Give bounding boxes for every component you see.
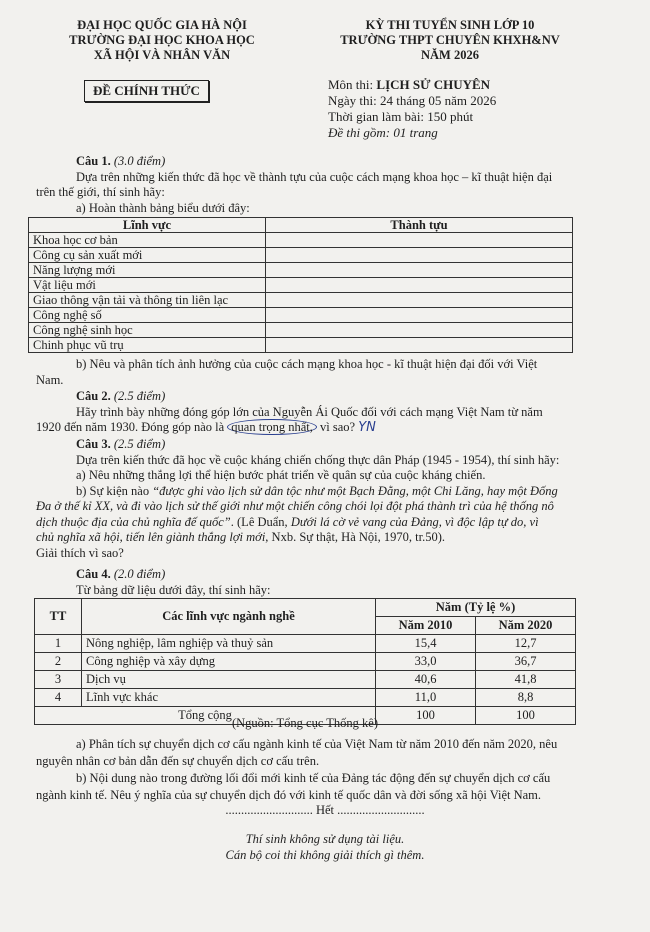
col-2020: Năm 2020 (476, 617, 576, 635)
field-cell: Năng lượng mới (29, 263, 266, 278)
footer-note-1: Thí sinh không sử dụng tài liệu. (245, 832, 405, 846)
achievement-cell (266, 233, 573, 248)
achievement-cell (266, 308, 573, 323)
university-line-1: ĐẠI HỌC QUỐC GIA HÀ NỘI (77, 18, 247, 32)
table-row (29, 293, 573, 308)
total-2010-cell: 100 (376, 707, 476, 725)
q2-line-2a: 1920 đến năm 1930. Đóng góp nào là (36, 420, 228, 434)
table-row (29, 308, 573, 323)
sector-cell: Lĩnh vực khác (82, 689, 376, 707)
achievement-cell (266, 338, 573, 353)
q1-points: (3.0 điểm) (113, 154, 166, 168)
total-label-cell: Tổng cộng (35, 707, 376, 725)
q3-part-b-4 (36, 530, 616, 546)
q2-line-2b: vì sao? (316, 420, 356, 434)
tt-cell: 4 (35, 689, 82, 707)
q3-part-b-3 (36, 515, 616, 531)
table-row (35, 635, 576, 653)
value-2010-cell: 15,4 (376, 635, 476, 653)
official-exam-box: ĐỀ CHÍNH THỨC (84, 80, 209, 102)
q4-intro: Từ bảng dữ liệu dưới đây, thí sinh hãy: (76, 582, 271, 597)
q2-title: Câu 2. (76, 389, 111, 403)
q2-points: (2.5 điểm) (113, 389, 166, 403)
achievement-cell (266, 248, 573, 263)
field-cell: Công nghệ số (29, 308, 266, 323)
university-header (62, 18, 262, 63)
sector-table (34, 598, 576, 725)
col-sector: Các lĩnh vực ngành nghề (82, 599, 376, 635)
achievements-table (28, 217, 573, 353)
q1-intro-1: Dựa trên những kiến thức đã học về thành tựu của cuộc cách mạng khoa học – kĩ thuật hiện đại (76, 169, 553, 184)
q3-b-3a: dịch thuộc địa của chủ nghĩa đế quốc” (36, 514, 231, 529)
q4-points: (2.0 điểm) (113, 567, 166, 581)
col-2010: Năm 2010 (376, 617, 476, 635)
table-row (29, 323, 573, 338)
q2-line-1: Hãy trình bày những đóng góp lớn của Nguyễn Ái Quốc đối với cách mạng Việt Nam từ năm (76, 404, 543, 419)
sector-cell: Dịch vụ (82, 671, 376, 689)
value-2010-cell: 11,0 (376, 689, 476, 707)
table-row (35, 689, 576, 707)
q2-heading (36, 389, 616, 405)
value-2010-cell: 40,6 (376, 671, 476, 689)
exam-duration: Thời gian làm bài: 150 phút (328, 109, 474, 124)
exam-header (300, 18, 600, 63)
value-2010-cell: 33,0 (376, 653, 476, 671)
exam-page-count: Đề thi gồm: 01 trang (328, 125, 438, 140)
q1-part-b (36, 357, 616, 388)
university-line-3: XÃ HỘI VÀ NHÂN VĂN (93, 48, 231, 62)
q3-part-b-1 (36, 484, 616, 500)
achievement-cell (266, 323, 573, 338)
q3-b-3b: . (Lê Duẩn, (230, 514, 291, 529)
q4-part-b-2: ngành kinh tế. Nêu ý nghĩa của sự chuyển dịch đó với kinh tế quốc dân và đời sống xã hội Việt Nam. (36, 788, 542, 802)
table-row (29, 248, 573, 263)
q3-b-4a: chủ nghĩa xã hội, tiến lên giành thắng lợi mới (36, 530, 266, 544)
q3-b-3c: Dưới lá cờ vẻ vang của Đảng, vì độc lập tự do, vì (290, 514, 539, 529)
table-header-row (35, 599, 576, 617)
exam-info (328, 77, 496, 141)
col-tt: TT (35, 599, 82, 635)
field-cell: Công nghệ sinh học (29, 323, 266, 338)
table-source: (Nguồn: Tổng cục Thống kê) (231, 716, 379, 730)
sector-table-wrap (34, 598, 576, 725)
field-cell: Vật liệu mới (29, 278, 266, 293)
q4-part-a-1: a) Phân tích sự chuyển dịch cơ cấu ngành kinh tế của Việt Nam từ năm 2010 đến năm 2020, nêu (76, 737, 558, 751)
exam-line-2: TRƯỜNG THPT CHUYÊN KHXH&NV (340, 33, 560, 47)
q1-part-a: a) Hoàn thành bảng biểu dưới đây: (76, 200, 250, 215)
q3-points: (2.5 điểm) (113, 437, 166, 451)
total-2020-cell: 100 (476, 707, 576, 725)
q1-heading (36, 154, 616, 170)
table-row (35, 671, 576, 689)
col-achievement: Thành tựu (266, 218, 573, 233)
q4-parts (36, 736, 616, 804)
field-cell: Khoa học cơ bản (29, 233, 266, 248)
question-2 (36, 389, 616, 436)
exam-line-3: NĂM 2026 (421, 48, 479, 62)
q3-heading (36, 437, 616, 453)
q3-b-1a: b) Sự kiện nào (76, 483, 153, 498)
q3-intro: Dựa trên kiến thức đã học về cuộc kháng chiến chống thực dân Pháp (1945 - 1954), thí sinh hãy: (76, 452, 560, 467)
table-row (29, 338, 573, 353)
field-cell: Giao thông vận tải và thông tin liên lạc (29, 293, 266, 308)
table-row (35, 653, 576, 671)
value-2020-cell: 41,8 (476, 671, 576, 689)
tt-cell: 2 (35, 653, 82, 671)
end-marker: ............................ Hết ............................ (225, 803, 425, 817)
field-cell: Công cụ sản xuất mới (29, 248, 266, 263)
q3-part-a: a) Nêu những thắng lợi thể hiện bước phát triển về quân sự của cuộc kháng chiến. (76, 468, 486, 482)
table-row (29, 278, 573, 293)
q3-part-b-2: Đa ở thế kỉ XX, và đi vào lịch sử thế giới như một chiến công chói lọi đột phá thành trì của hệ thống nô (36, 499, 554, 513)
q4-part-a-2: nguyên nhân cơ bản dẫn đến sự chuyển dịch cơ cấu trên. (36, 754, 320, 768)
q1-intro-2: trên thế giới, thí sinh hãy: (36, 185, 165, 199)
handwritten-note: YN (358, 420, 376, 435)
value-2020-cell: 12,7 (476, 635, 576, 653)
question-4 (36, 567, 616, 598)
table-row (29, 263, 573, 278)
q2-line-2 (36, 420, 616, 436)
col-field: Lĩnh vực (29, 218, 266, 233)
achievement-cell (266, 293, 573, 308)
q1-part-b-1: b) Nêu và phân tích ảnh hưởng của cuộc cách mạng khoa học - kĩ thuật hiện đại đối với Việt (76, 357, 538, 371)
university-line-2: TRƯỜNG ĐẠI HỌC KHOA HỌC (69, 33, 255, 47)
q1-title: Câu 1. (76, 154, 111, 168)
question-3 (36, 437, 616, 561)
subject-line (328, 77, 496, 93)
col-year-group: Năm (Tỷ lệ %) (376, 599, 576, 617)
q4-heading (36, 567, 616, 583)
q3-b-1i: “được ghi vào lịch sử dân tộc như một Bạch Đằng, một Chi Lăng, hay một Đống (152, 483, 558, 498)
sector-cell: Công nghiệp và xây dựng (82, 653, 376, 671)
question-1 (36, 154, 616, 216)
sector-cell: Nông nghiệp, lâm nghiệp và thuỷ sản (82, 635, 376, 653)
value-2020-cell: 36,7 (476, 653, 576, 671)
achievement-cell (266, 263, 573, 278)
subject-label: Môn thi: (328, 77, 377, 92)
q4-part-b-1: b) Nội dung nào trong đường lối đổi mới kinh tế của Đảng tác động đến sự chuyển dịch cơ cấu (76, 771, 551, 785)
q3-title: Câu 3. (76, 437, 111, 451)
q3-part-b-5: Giải thích vì sao? (36, 545, 124, 560)
table-header-row (29, 218, 573, 233)
field-cell: Chinh phục vũ trụ (29, 338, 266, 353)
exam-date: Ngày thi: 24 tháng 05 năm 2026 (328, 93, 497, 108)
footer-note-2: Cán bộ coi thi không giải thích gì thêm. (225, 848, 425, 862)
value-2020-cell: 8,8 (476, 689, 576, 707)
achievement-cell (266, 278, 573, 293)
tt-cell: 3 (35, 671, 82, 689)
q1-part-b-2: Nam. (36, 372, 64, 387)
achievements-table-wrap (28, 217, 573, 353)
q4-title: Câu 4. (76, 567, 111, 581)
exam-line-1: KỲ THI TUYỂN SINH LỚP 10 (365, 18, 535, 32)
table-row (29, 233, 573, 248)
q3-b-4b: , Nxb. Sự thật, Hà Nội, 1970, tr.50). (265, 530, 445, 544)
circled-phrase: quan trọng nhất, (227, 419, 317, 435)
tt-cell: 1 (35, 635, 82, 653)
subject-name: LỊCH SỬ CHUYÊN (376, 77, 491, 92)
